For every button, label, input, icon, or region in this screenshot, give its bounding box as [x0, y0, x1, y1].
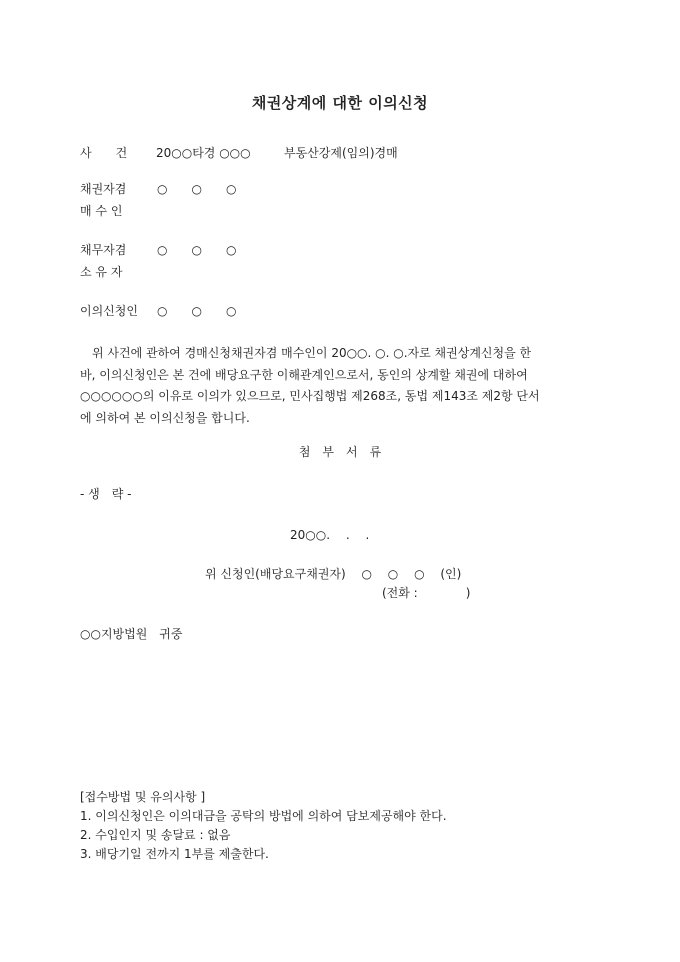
date-line: 20○○. . . — [290, 528, 370, 542]
creditor-label-line1: 채권자겸 — [80, 182, 127, 196]
notes-heading: [접수방법 및 유의사항 ] — [80, 790, 206, 804]
attachments-heading: 첨 부 서 류 — [298, 445, 382, 459]
body-paragraph — [80, 343, 600, 429]
court-line: ○○지방법원 귀중 — [80, 627, 183, 641]
debtor-name: ○ ○ ○ — [157, 243, 237, 257]
case-label: 사 건 — [80, 146, 128, 160]
case-name: 부동산강제(임의)경매 — [284, 146, 398, 160]
body-line: 에 의하여 본 이의신청을 합니다. — [80, 410, 250, 425]
note-item: 1. 이의신청인은 이의대금을 공탁의 방법에 의하여 담보제공해야 한다. — [80, 809, 447, 823]
case-number: 20○○타경 ○○○ — [156, 146, 251, 160]
creditor-label-line2: 매 수 인 — [80, 204, 123, 218]
objector-name: ○ ○ ○ — [157, 304, 237, 318]
debtor-label-line1: 채무자겸 — [80, 243, 127, 257]
attachments-content: - 생 략 - — [80, 487, 132, 501]
note-item: 3. 배당기일 전까지 1부를 제출한다. — [80, 847, 269, 861]
applicant-line: 위 신청인(배당요구채권자) ○ ○ ○ (인) — [205, 567, 462, 581]
creditor-name: ○ ○ ○ — [157, 182, 237, 196]
body-line: 위 사건에 관하여 경매신청채권자겸 매수인이 20○○. ○. ○.자로 채권상계신청을 한 — [80, 346, 532, 360]
body-line: ○○○○○○의 이유로 이의가 있으므로, 민사집행법 제268조, 동법 제143조 제2항 단서 — [80, 389, 540, 403]
body-line: 바, 이의신청인은 본 건에 배당요구한 이해관계인으로서, 동인의 상계할 채권에 대하여 — [80, 367, 528, 382]
debtor-label-line2: 소 유 자 — [80, 265, 123, 279]
phone-line: (전화 : ) — [382, 586, 471, 600]
note-item: 2. 수입인지 및 송달료 : 없음 — [80, 828, 231, 842]
document-title: 채권상계에 대한 이의신청 — [251, 94, 429, 112]
objector-label: 이의신청인 — [80, 304, 138, 318]
